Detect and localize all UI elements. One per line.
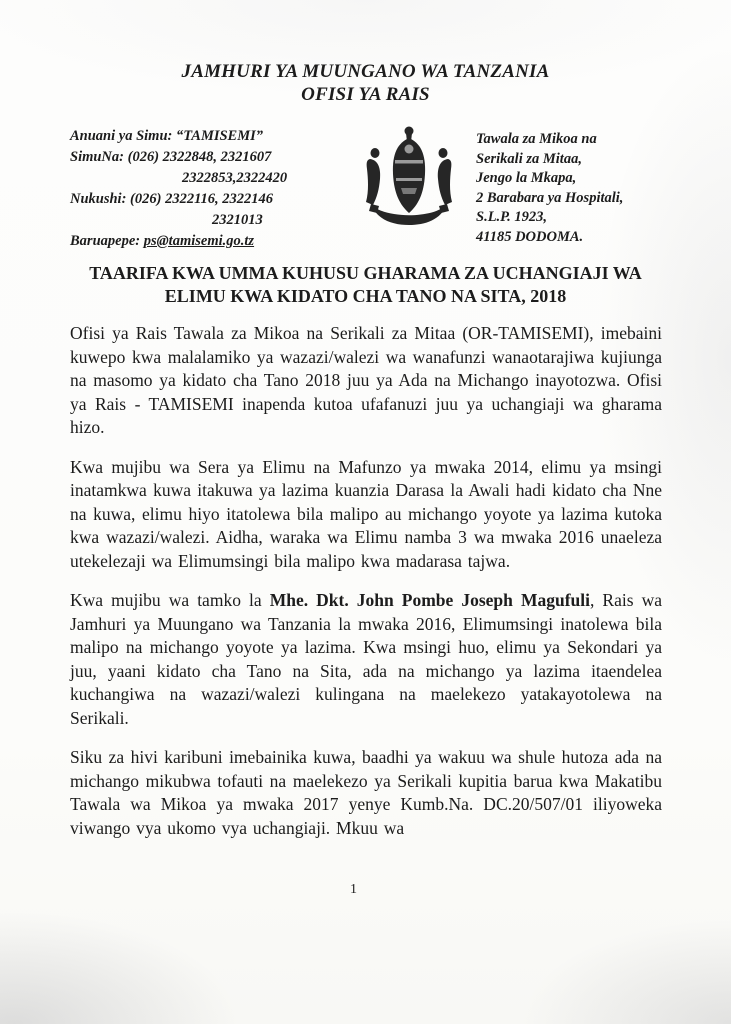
office-title: OFISI YA RAIS: [301, 84, 430, 105]
paragraph-4: Siku za hivi karibuni imebainika kuwa, baadhi ya wakuu wa shule hutoza ada na michango mikubwa tofauti na maelekezo ya Serikali kupitia barua kwa Makatibu Tawala wa Mikoa ya mwaka 2017 yenye Kumb.Na. DC.20/507/01 iliyoweka viwango vya ukomo vya uchangiaji. Mkuu wa: [70, 747, 662, 838]
address-line: Serikali za Mitaa,: [476, 150, 582, 167]
address-block: [476, 126, 623, 252]
tanzania-coat-of-arms-icon: [359, 126, 459, 226]
phone-address-line: Anuani ya Simu: “TAMISEMI”: [70, 128, 264, 144]
email-line: [70, 231, 350, 252]
letter-body: [70, 322, 662, 840]
address-line: 41185 DODOMA.: [476, 228, 584, 245]
phone-numbers-line: SimuNa: (026) 2322848, 2321607: [70, 149, 272, 165]
subject-line-1: TAARIFA KWA UMMA KUHUSU GHARAMA ZA UCHANGIAJI WA: [89, 263, 642, 283]
address-line: Jengo la Mkapa,: [476, 170, 577, 186]
fax-numbers-line: Nukushi: (026) 2322116, 2322146: [70, 191, 274, 207]
paragraph-3-post: , Rais wa Jamhuri ya Muungano wa Tanzania la mwaka 2016, Elimumsingi inatolewa bila malipo na michango yoyote ya lazima. Kwa msingi huo, elimu ya Sekondari ya juu, yaani kidato cha Tano na Sita, ada na michango ya lazima itaendelea kuchangiwa na wazazi/walezi kulingana na maelekezo yatakayotolewa na Serikali.: [70, 590, 663, 728]
letterhead-row: [70, 126, 671, 252]
phone-numbers-line2: 2322853,2322420: [182, 170, 288, 186]
subject-line-2: ELIMU KWA KIDATO CHA TANO NA SITA, 2018: [164, 286, 567, 306]
contact-block: [70, 126, 350, 252]
email-label: Baruapepe:: [70, 233, 144, 249]
address-line: S.L.P. 1923,: [476, 209, 548, 225]
subject-heading: [0, 262, 731, 308]
paragraph-3: [70, 589, 662, 730]
document-header: [0, 0, 731, 106]
paragraph-1: Ofisi ya Rais Tawala za Mikoa na Serikali za Mitaa (OR-TAMISEMI), imebaini kuwepo kwa malalamiko ya wazazi/walezi wa wanafunzi wanaotarajiwa kujiunga na masomo ya kidato cha Tano 2018 juu ya Ada na Michango inayotozwa. Ofisi ya Rais - TAMISEMI inapenda kutoa ufafanuzi juu ya uchangiaji wa gharama hizo.: [70, 323, 662, 437]
page-number: 1: [350, 882, 357, 897]
email-address: ps@tamisemi.go.tz: [143, 233, 255, 249]
fax-numbers-line2: 2321013: [212, 212, 263, 228]
address-line: 2 Barabara ya Hospitali,: [476, 189, 624, 206]
emblem-container: [350, 126, 468, 252]
president-name: Mhe. Dkt. John Pombe Joseph Magufuli: [269, 590, 590, 610]
paragraph-3-pre: Kwa mujibu wa tamko la: [70, 590, 270, 610]
address-line: Tawala za Mikoa na: [476, 131, 597, 147]
republic-title: JAMHURI YA MUUNGANO WA TANZANIA: [181, 61, 550, 82]
paragraph-2: Kwa mujibu wa Sera ya Elimu na Mafunzo ya mwaka 2014, elimu ya msingi inatamkwa kuwa itakuwa ya lazima kuanzia Darasa la Awali hadi kidato cha Nne na kuwa, elimu hiyo itatolewa bila malipo au michango yoyote ya lazima kutoka kwa wazazi/walezi. Aidha, waraka wa Elimu namba 3 wa mwaka 2016 unaeleza utekelezaji wa Elimumsingi bila malipo kwa madarasa tajwa.: [70, 456, 662, 571]
